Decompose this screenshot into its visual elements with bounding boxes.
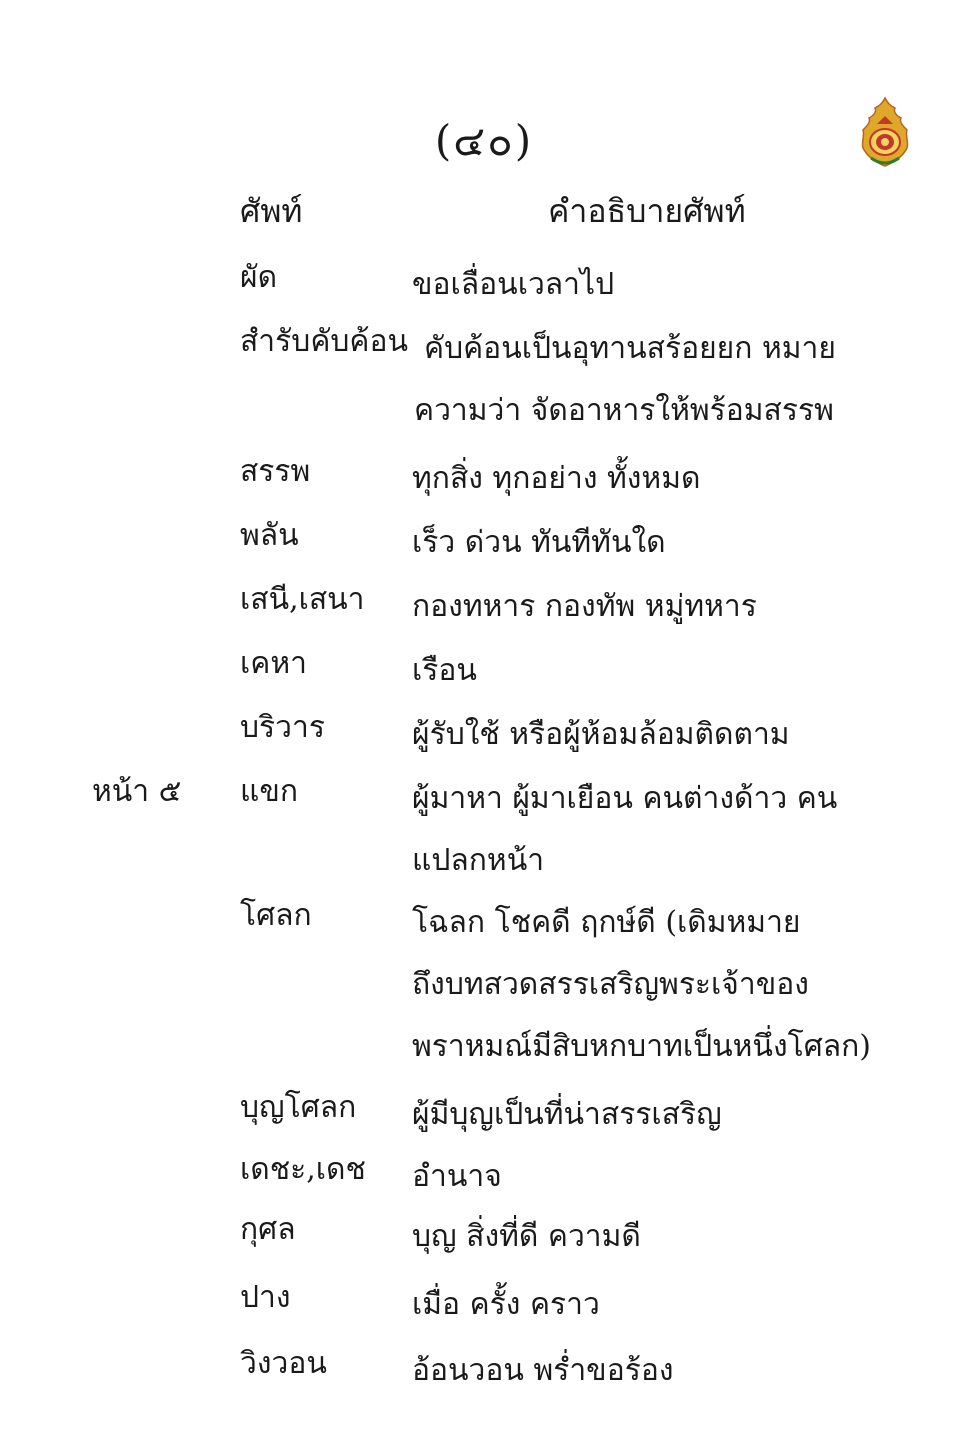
entry-term: ปาง xyxy=(240,1280,291,1315)
entry-term: บุญโศลก xyxy=(240,1090,357,1125)
definition-line: เร็ว ด่วน ทันทีทันใด xyxy=(412,525,666,560)
definition-line: อำนาจ xyxy=(412,1159,502,1194)
definition-line: คับค้อนเป็นอุทานสร้อยยก หมาย xyxy=(424,331,836,366)
entry-term: บริวาร xyxy=(240,710,325,745)
definition-line: ถึงบทสวดสรรเสริญพระเจ้าของ xyxy=(412,967,809,1002)
definition-line: แปลกหน้า xyxy=(412,843,545,878)
definition-line: พราหมณ์มีสิบหกบาทเป็นหนึ่งโศลก) xyxy=(412,1029,871,1064)
entry-definition xyxy=(412,448,890,510)
entry-definition xyxy=(412,512,890,574)
entry-term: วิงวอน xyxy=(240,1346,327,1381)
entry-term: เดชะ,เดช xyxy=(240,1152,366,1187)
entry-definition xyxy=(412,576,890,638)
entry-definition xyxy=(412,1206,890,1268)
entry-term: กุศล xyxy=(240,1212,296,1247)
entry-term: สรรพ xyxy=(240,454,311,489)
entry-definition xyxy=(412,1146,890,1208)
definition-line: ความว่า จัดอาหารให้พร้อมสรรพ xyxy=(414,393,834,428)
entry-term: พลัน xyxy=(240,518,299,553)
entry-definition xyxy=(412,254,890,316)
header-term-label: ศัพท์ xyxy=(240,192,303,230)
entry-term: เคหา xyxy=(240,646,307,681)
entry-term: สำรับคับค้อน xyxy=(240,324,409,359)
page-number: (๔๐) xyxy=(434,116,534,165)
entry-term: เสนี,เสนา xyxy=(240,582,365,617)
definition-line: เรือน xyxy=(412,653,477,688)
entry-term: ผัด xyxy=(240,260,278,295)
entry-term: แขก xyxy=(240,774,299,809)
entry-term: โศลก xyxy=(240,898,312,933)
definition-line: ผู้มาหา ผู้มาเยือน คนต่างด้าว คน xyxy=(412,781,838,816)
definition-line: ทุกสิ่ง ทุกอย่าง ทั้งหมด xyxy=(412,461,701,496)
royal-emblem-icon xyxy=(857,96,913,168)
entry-definition xyxy=(412,768,890,892)
definition-line: อ้อนวอน พร่ำขอร้อง xyxy=(412,1353,674,1388)
entry-definition xyxy=(412,640,890,702)
definition-line: ผู้มีบุญเป็นที่น่าสรรเสริญ xyxy=(412,1097,722,1132)
entry-definition xyxy=(412,1274,890,1336)
entry-definition xyxy=(412,892,890,1078)
definition-line: ขอเลื่อนเวลาไป xyxy=(412,267,615,302)
entry-definition xyxy=(412,1084,890,1146)
definition-line: เมื่อ ครั้ง คราว xyxy=(412,1287,600,1322)
definition-line: โฉลก โชคดี ฤกษ์ดี (เดิมหมาย xyxy=(412,905,801,940)
definition-line: ผู้รับใช้ หรือผู้ห้อมล้อมติดตาม xyxy=(412,717,790,752)
definition-line: บุญ สิ่งที่ดี ความดี xyxy=(412,1219,641,1254)
header-definition-label: คำอธิบายศัพท์ xyxy=(548,192,746,230)
entry-definition xyxy=(412,1340,890,1402)
side-page-reference: หน้า ๕ xyxy=(92,774,182,809)
definition-line: กองทหาร กองทัพ หมู่ทหาร xyxy=(412,589,757,624)
entry-definition xyxy=(414,318,902,442)
entry-definition xyxy=(412,704,890,766)
